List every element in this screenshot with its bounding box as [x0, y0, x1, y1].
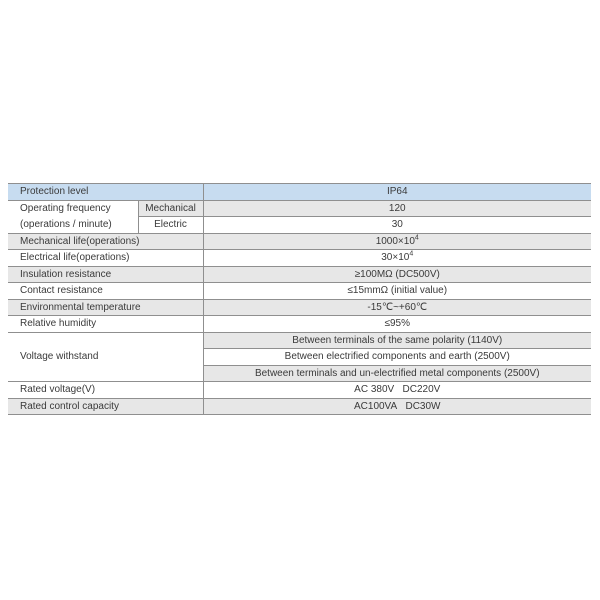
- voltage-withstand-value-3: Between terminals and un-electrified metal components (2500V): [203, 365, 591, 382]
- rated-voltage-label: Rated voltage(V): [8, 382, 203, 399]
- relative-humidity-value: ≤95%: [203, 316, 591, 333]
- electric-frequency-value: 30: [203, 217, 591, 234]
- contact-resistance-label: Contact resistance: [8, 283, 203, 300]
- row-operating-frequency-mechanical: [8, 200, 591, 217]
- mechanical-sublabel: Mechanical: [138, 200, 203, 217]
- row-environmental-temperature: [8, 299, 591, 316]
- row-protection-level: [8, 184, 591, 201]
- operating-frequency-label-line2: (operations / minute): [20, 218, 112, 230]
- operating-frequency-label: [8, 200, 138, 233]
- row-relative-humidity: [8, 316, 591, 333]
- rated-voltage-value: AC 380V DC220V: [203, 382, 591, 399]
- row-contact-resistance: [8, 283, 591, 300]
- environmental-temperature-value: -15℃~+60℃: [203, 299, 591, 316]
- rated-control-capacity-value: AC100VA DC30W: [203, 398, 591, 415]
- relative-humidity-label: Relative humidity: [8, 316, 203, 333]
- row-rated-control-capacity: [8, 398, 591, 415]
- mechanical-life-exponent: 4: [414, 234, 419, 242]
- specification-table: [8, 183, 591, 415]
- row-insulation-resistance: [8, 266, 591, 283]
- electric-sublabel: Electric: [138, 217, 203, 234]
- mechanical-life-value: [203, 233, 591, 250]
- row-rated-voltage: [8, 382, 591, 399]
- protection-level-value: IP64: [203, 184, 591, 201]
- contact-resistance-value: ≤15mmΩ (initial value): [203, 283, 591, 300]
- voltage-withstand-value-1: Between terminals of the same polarity (1140V): [203, 332, 591, 349]
- voltage-withstand-value-2: Between electrified components and earth (2500V): [203, 349, 591, 366]
- mechanical-life-label: Mechanical life(operations): [8, 233, 203, 250]
- electrical-life-label: Electrical life(operations): [8, 250, 203, 267]
- row-electrical-life: [8, 250, 591, 267]
- insulation-resistance-value: ≥100MΩ (DC500V): [203, 266, 591, 283]
- electrical-life-base: 30×10: [381, 252, 410, 263]
- mechanical-life-base: 1000×10: [375, 235, 415, 247]
- environmental-temperature-label: Environmental temperature: [8, 299, 203, 316]
- insulation-resistance-label: Insulation resistance: [8, 266, 203, 283]
- row-mechanical-life: [8, 233, 591, 250]
- row-voltage-withstand-1: [8, 332, 591, 349]
- voltage-withstand-label: Voltage withstand: [8, 332, 203, 382]
- electrical-life-value: [203, 250, 591, 267]
- operating-frequency-label-line1: Operating frequency: [20, 202, 111, 214]
- electrical-life-exponent: 4: [409, 250, 414, 258]
- rated-control-capacity-label: Rated control capacity: [8, 398, 203, 415]
- mechanical-frequency-value: 120: [203, 200, 591, 217]
- protection-level-label: Protection level: [8, 184, 203, 201]
